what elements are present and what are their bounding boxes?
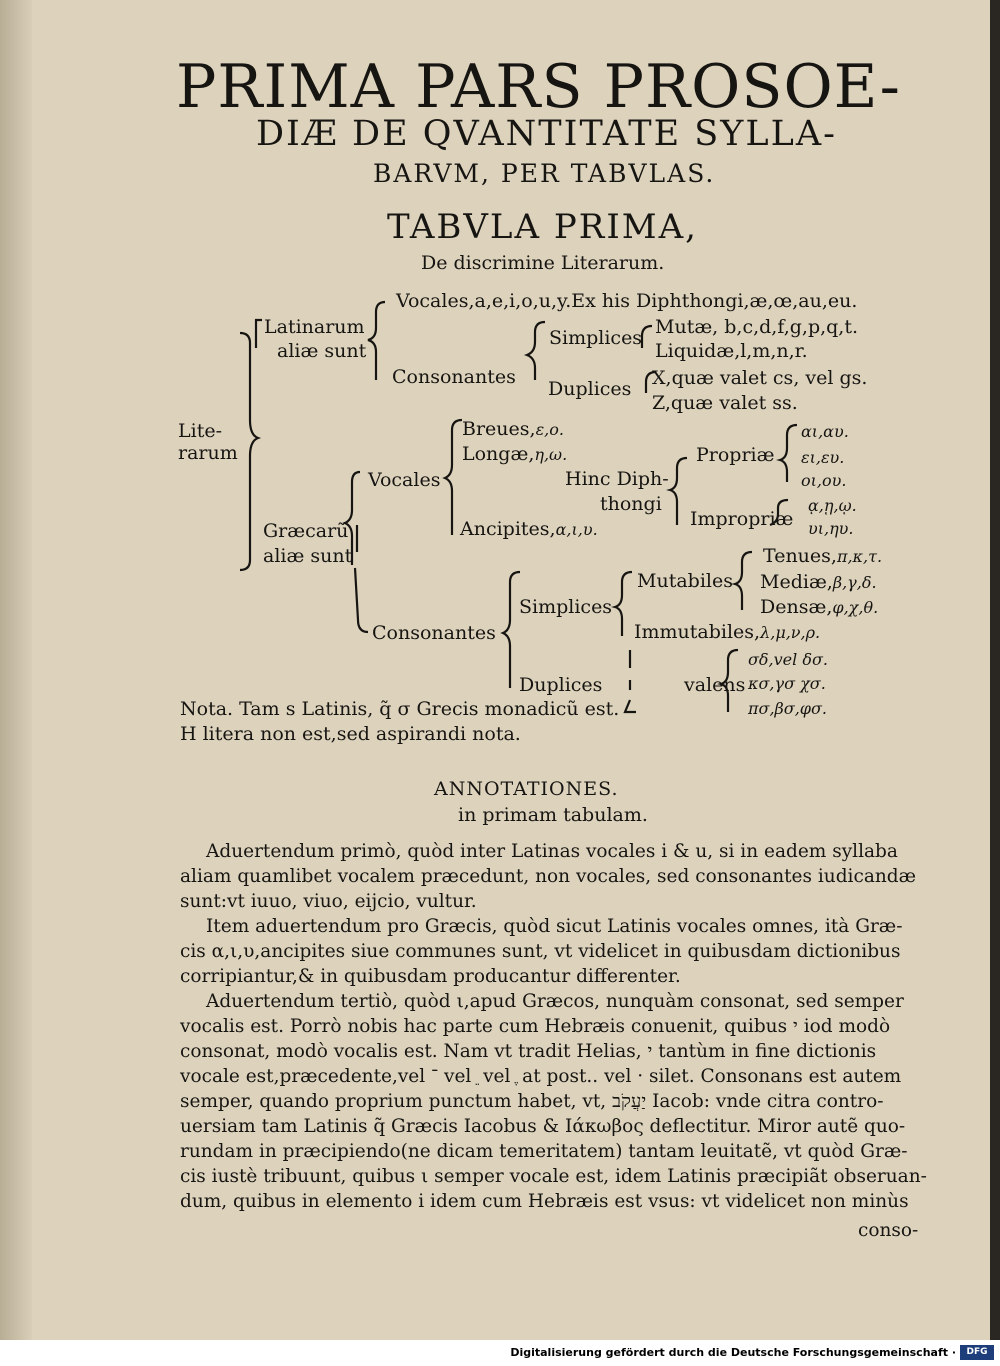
body-line: aliam quamlibet vocalem præcedunt, non vocales, sed consonantes iudicandæ: [180, 866, 917, 887]
propriae-greek-2: ει,ευ.: [801, 448, 845, 467]
body-line: Aduertendum tertiò, quòd ι,apud Græcos, nunquàm consonat, sed semper: [206, 991, 904, 1012]
body-line: consonat, modò vocalis est. Nam vt tradit Helias, י tantùm in fine dictionis: [180, 1041, 877, 1062]
latin-simplices: Simplices: [549, 327, 643, 349]
nota-line-1: Nota. Tam s Latinis, q̃ σ Grecis monadicũ est.: [180, 698, 620, 720]
latin-mutae: Mutæ, b,c,d,f,g,p,q,t.: [655, 316, 859, 338]
title-line-3: BARVM, PER TABVLAS.: [373, 159, 716, 188]
latin-consonantes: Consonantes: [392, 366, 516, 388]
impropriae-greek-1: ᾳ,ῃ,ῳ.: [808, 496, 857, 515]
latin-z: Z,quæ valet ss.: [652, 392, 798, 414]
immutabiles: Immutabiles,λ,μ,ν,ρ.: [634, 621, 821, 643]
breues: Breues,ε,ο.: [462, 418, 564, 440]
valens-greek-1: σδ,vel δσ.: [748, 650, 828, 669]
table-heading: TABVLA PRIMA,: [387, 207, 698, 247]
latin-x: X,quæ valet cs, vel gs.: [652, 367, 868, 389]
body-line: cis iustè tribuunt, quibus ι semper vocale est, idem Latinis præcipiãt obseruan-: [180, 1166, 927, 1187]
mutabiles: Mutabiles: [637, 570, 733, 592]
footer-bar: [0, 1340, 1000, 1366]
latin-liquidae: Liquidæ,l,m,n,r.: [655, 340, 808, 362]
propriae-greek-3: οι,ου.: [801, 471, 847, 490]
body-line: dum, quibus in elemento i idem cum Hebræis est vsus: vt videlicet non minùs: [180, 1191, 909, 1212]
graec-label-1: Græcarũ: [263, 520, 349, 542]
latin-label-2: aliæ sunt: [277, 340, 367, 362]
body-line: sunt:vt iuuo, viuo, eijcio, vultur.: [180, 891, 477, 912]
impropriae-greek-2: υι,ηυ.: [808, 519, 854, 538]
impropriae: Impropriæ: [690, 508, 794, 530]
graec-label-2: aliæ sunt: [263, 545, 353, 567]
densae: Densæ,φ,χ,θ.: [760, 596, 879, 618]
latin-duplices: Duplices: [548, 378, 632, 400]
body-line: corripiantur,& in quibusdam producantur differenter.: [180, 966, 681, 987]
valens: valens: [684, 674, 746, 696]
graec-duplices: Duplices: [519, 674, 603, 696]
body-line: uersiam tam Latinis q̃ Græcis Iacobus & Ιάκωβος deflectitur. Miror autẽ quo-: [180, 1116, 906, 1137]
body-line: vocale est,præcedente,vel ־ vel ֵ vel ֶ at post.. vel · silet. Consonans est autem: [180, 1066, 902, 1087]
body-line: Aduertendum primò, quòd inter Latinas vocales i & u, si in eadem syllaba: [206, 841, 898, 862]
graec-consonantes: Consonantes: [372, 622, 496, 644]
table-subheading: De discrimine Literarum.: [421, 252, 665, 274]
ancipites: Ancipites,α,ι,υ.: [460, 518, 598, 540]
root-label-1: Lite-: [178, 420, 222, 442]
annotations-heading: ANNOTATIONES.: [434, 778, 619, 800]
body-line: vocalis est. Porrò nobis hac parte cum Hebræis conuenit, quibus י iod modò: [180, 1016, 891, 1037]
hinc-diphthongi-1: Hinc Diph-: [565, 468, 669, 490]
tenues: Tenues,π,κ,τ.: [763, 545, 883, 567]
graec-simplices: Simplices: [519, 596, 613, 618]
propriae: Propriæ: [696, 444, 775, 466]
latin-label-1: Latinarum: [264, 316, 365, 338]
body-line: semper, quando proprium punctum habet, vt, יַעֲקֹב Iacob: vnde citra contro-: [180, 1091, 884, 1112]
valens-greek-3: πσ,βσ,φσ.: [748, 699, 827, 718]
propriae-greek-1: αι,αυ.: [801, 422, 849, 441]
longae: Longæ,η,ω.: [462, 443, 568, 465]
valens-greek-2: κσ,γσ χσ.: [748, 674, 826, 693]
root-label-2: rarum: [178, 442, 238, 464]
catchword: conso-: [858, 1220, 919, 1241]
body-line: cis α,ι,υ,ancipites siue communes sunt, vt videlicet in quibusdam dictionibus: [180, 941, 901, 962]
title-line-2: DIÆ DE QVANTITATE SYLLA-: [256, 114, 837, 154]
hinc-diphthongi-2: thongi: [600, 493, 662, 515]
graec-vocales: Vocales: [368, 469, 441, 491]
body-line: rundam in præcipiendo(ne dicam temeritatem) tantam leuitatẽ, vt quòd Græ-: [180, 1141, 908, 1162]
nota-line-2: H litera non est,sed aspirandi nota.: [180, 723, 521, 745]
mediae: Mediæ,β,γ,δ.: [760, 571, 877, 593]
annotations-subheading: in primam tabulam.: [458, 804, 648, 826]
body-line: Item aduertendum pro Græcis, quòd sicut Latinis vocales omnes, ità Græ-: [206, 916, 903, 937]
latin-vocales: Vocales,a,e,i,o,u,y.Ex his Diphthongi,æ,œ,au,eu.: [396, 290, 858, 312]
title-line-1: PRIMA PARS PROSOE-: [176, 52, 901, 122]
footer-text: Digitalisierung gefördert durch die Deutsche Forschungsgemeinschaft ·: [510, 1346, 956, 1359]
dfg-logo: DFG: [960, 1345, 994, 1360]
